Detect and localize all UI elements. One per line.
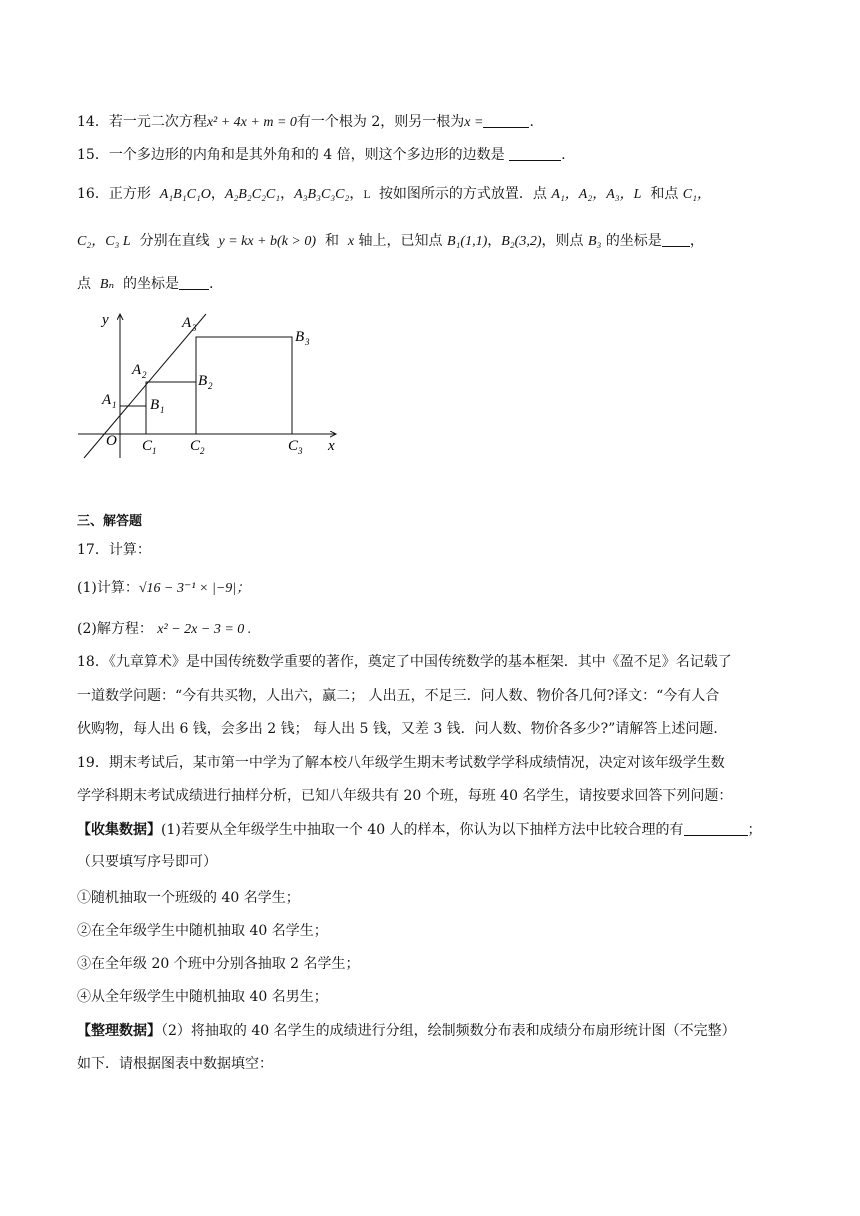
- answer-blank[interactable]: [684, 821, 748, 836]
- question-18-line-1: 18．《九章算术》是中国传统数学重要的著作，奠定了中国传统数学的基本框架．其中《盈不足》名记载了: [77, 654, 732, 670]
- label-C3-sub: 3: [298, 446, 303, 456]
- q14-text-b: 有一个根为 2，则另一根为: [296, 114, 465, 130]
- section-heading: 三、解答题: [77, 514, 143, 529]
- label-x: x: [328, 438, 335, 454]
- part-label: (2)解方程：: [77, 621, 153, 637]
- option-4: ④从全年级学生中随机抽取 40 名男生；: [77, 989, 328, 1005]
- answer-blank[interactable]: [662, 232, 690, 247]
- q14-text-a: 若一元二次方程: [108, 114, 207, 130]
- points-a: A₁，A₂，A₃，L: [551, 187, 642, 202]
- q16-end: .: [209, 276, 214, 292]
- q16-text: 分别在直线: [139, 233, 210, 249]
- q16-text: 和点: [650, 186, 679, 202]
- q16-text: 按如图所示的方式放置．点: [378, 186, 547, 202]
- option-2: ②在全年级学生中随机抽取 40 名学生；: [77, 923, 328, 939]
- q16-text: 正方形: [108, 186, 151, 202]
- question-17-part-2: [77, 619, 251, 640]
- label-B3: B: [295, 329, 305, 345]
- label-C3: C: [288, 438, 299, 454]
- answer-blank[interactable]: [509, 146, 561, 161]
- question-18-line-3: 伙购物，每人出 6 钱，会多出 2 钱； 每人出 5 钱，又差 3 钱．问人数、物价各多少?”请解答上述问题．: [77, 721, 728, 737]
- q19-end: ；: [747, 822, 762, 838]
- label-B2: B: [198, 373, 208, 389]
- q19-text: (1)若要从全年级学生中抽取一个 40 人的样本，你认为以下抽样方法中比较合理的有: [161, 822, 684, 838]
- question-19-line-2: 学学科期末考试成绩进行抽样分析，已知八年级共有 20 个班，每班 40 名学生，请按要求回答下列问题：: [77, 788, 733, 804]
- label-A2-sub: 2: [142, 370, 147, 380]
- q16-text: 的坐标是: [123, 276, 180, 292]
- question-17-title: 17．计算：: [77, 542, 151, 558]
- square-1-label: A₁B₁C₁O: [159, 187, 211, 202]
- q16-text: 的坐标是: [605, 233, 662, 249]
- q16-end: ，: [689, 233, 704, 249]
- label-A3-sub: 3: [192, 323, 197, 333]
- point-b3: B₃: [587, 234, 602, 249]
- line-kx-b: [84, 314, 206, 458]
- label-C1-sub: 1: [152, 446, 157, 456]
- point-b1: B₁(1,1): [446, 234, 488, 249]
- answer-blank[interactable]: [483, 113, 529, 128]
- ellipsis: L: [363, 190, 371, 201]
- points-c: C₂，C₃ L: [77, 234, 131, 249]
- label-B3-sub: 3: [305, 337, 310, 347]
- question-19-line-3: [77, 820, 762, 840]
- q14-equation: x² + 4x + m = 0: [206, 115, 297, 130]
- label-B2-sub: 2: [208, 381, 213, 391]
- question-16-line-3: [77, 274, 214, 295]
- q15-end: .: [561, 147, 566, 163]
- label-A2: A: [132, 362, 142, 378]
- label-A1-sub: 1: [112, 400, 117, 410]
- q15-text: 一个多边形的内角和是其外角和的 4 倍，则这个多边形的边数是: [108, 147, 505, 163]
- answer-blank[interactable]: [179, 275, 209, 290]
- question-16-line-2: C₂，C₃ L 分别在直线 y = kx + b(k > 0) 和 x 轴上，已知点 B₁(1,1)，B₂(3,2)，则点 B₃ 的坐标是 ，: [77, 233, 704, 249]
- label-y: y: [102, 312, 109, 328]
- question-number: 14．: [77, 114, 109, 130]
- q14-end: .: [529, 114, 534, 130]
- option-1: ①随机抽取一个班级的 40 名学生；: [77, 890, 300, 906]
- label-C2-sub: 2: [200, 446, 205, 456]
- label-A1: A: [102, 392, 112, 408]
- collect-data-tag: 【收集数据】: [77, 822, 161, 838]
- q16-text: 点: [77, 276, 91, 292]
- point-b2: B₂(3,2): [501, 234, 542, 249]
- q19-text: （2）将抽取的 40 名学生的成绩进行分组，绘制频数分布表和成绩分布扇形统计图（不完整）: [161, 1023, 736, 1039]
- q16-text: ，则点: [541, 233, 584, 249]
- point-bn: Bₙ: [99, 277, 115, 292]
- label-B1: B: [150, 397, 160, 413]
- question-14: [77, 112, 534, 133]
- question-16-line-1: 16．正方形 A₁B₁C₁O，A₂B₂C₂C₁，A₃B₃C₃C₂，L 按如图所示的方式放置．点 A₁，A₂，A₃，L 和点 C₁，: [77, 186, 712, 202]
- label-C2: C: [190, 438, 201, 454]
- question-number: 16．: [77, 186, 109, 202]
- question-19-line-6: 如下．请根据图表中数据填空：: [77, 1056, 273, 1072]
- geometry-figure: [70, 300, 360, 470]
- q14-x-equals: x =: [464, 115, 484, 130]
- question-17-part-1: [77, 578, 250, 599]
- square-2-label: A₂B₂C₂C₁: [224, 187, 281, 202]
- q16-text: 和: [324, 233, 339, 249]
- part-label: (1)计算：: [77, 580, 139, 596]
- option-3: ③在全年级 20 个班中分别各抽取 2 名学生；: [77, 956, 360, 972]
- x-var: x: [347, 234, 355, 249]
- question-19-note: （只要填写序号即可）: [77, 854, 217, 870]
- question-18-line-2: 一道数学问题：“今有共买物，人出六，赢二； 人出五，不足三．问人数、物价各几何?译文：“今有人合: [77, 688, 720, 704]
- label-A3: A: [182, 315, 192, 331]
- q16-text: 轴上，已知点: [358, 233, 443, 249]
- label-C1: C: [142, 438, 153, 454]
- question-number: 15．: [77, 147, 109, 163]
- label-B1-sub: 1: [160, 405, 165, 415]
- question-15: [77, 145, 566, 165]
- square-3-label: A₃B₃C₃C₂: [294, 187, 350, 202]
- line-equation: y = kx + b(k > 0): [218, 234, 317, 249]
- part-2-expression: x² − 2x − 3 = 0 .: [157, 622, 252, 637]
- organize-data-tag: 【整理数据】: [77, 1023, 161, 1039]
- part-1-expression: √16 − 3⁻¹ × |−9|；: [138, 581, 251, 596]
- question-19-line-1: 19．期末考试后，某市第一中学为了解本校八年级学生期末考试数学学科成绩情况，决定对该年级学生数: [77, 755, 725, 771]
- question-19-line-5: [77, 1021, 736, 1041]
- point-c1: C₁，: [682, 187, 712, 202]
- label-O: O: [106, 433, 117, 449]
